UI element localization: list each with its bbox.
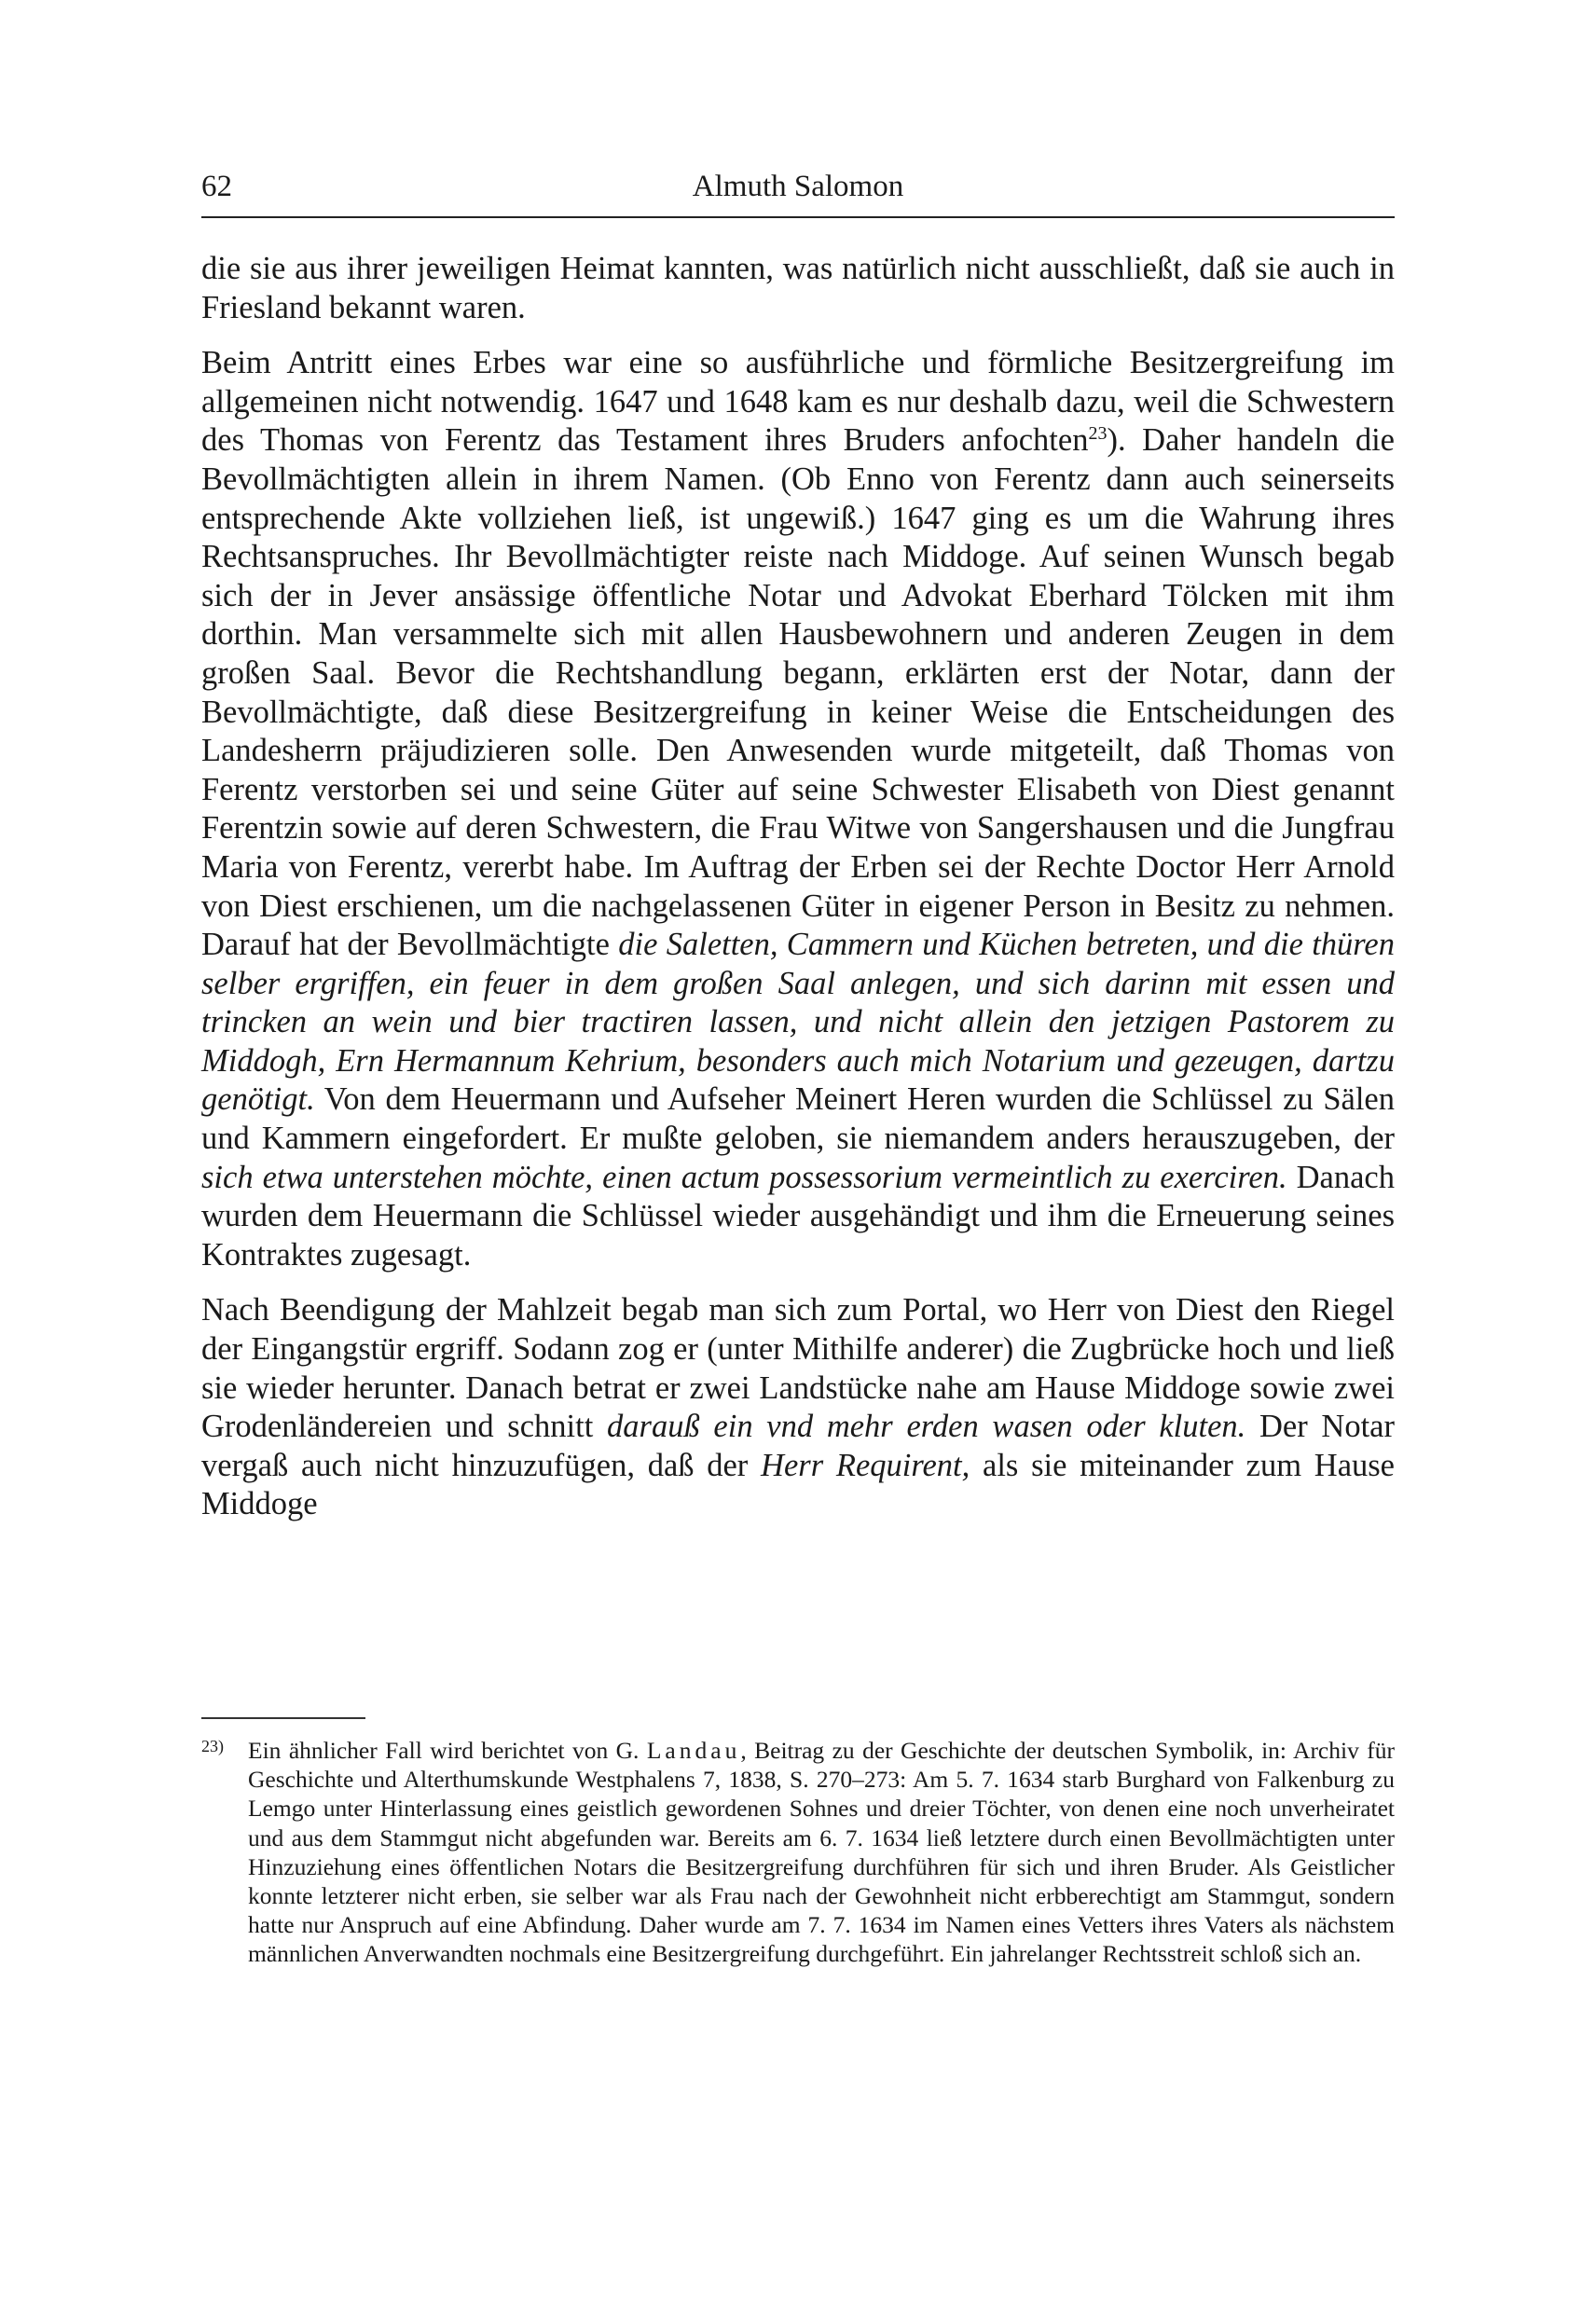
footnote-mark: 23) bbox=[201, 1737, 224, 1755]
footnote-reference: 23 bbox=[1088, 423, 1108, 445]
paragraph-3-text-c: als sie miteinander zum Hause Middoge bbox=[201, 1447, 1395, 1522]
paragraph-2-text-c: Von dem Heuermann und Aufseher Meinert Heren wurden die Schlüssel zu Sälen und Kammern eingefordert. Er mußte geloben, sie niemandem anders herauszugeben, der bbox=[201, 1081, 1395, 1157]
paragraph-3-text-b: Der Notar vergaß auch nicht hinzuzufügen, daß der bbox=[201, 1409, 1395, 1483]
footnote-cited-author: Landau bbox=[646, 1737, 741, 1764]
paragraph-2-quote-2: sich etwa unterstehen möchte, einen actum possessorium vermeintlich zu exerciren. bbox=[201, 1159, 1287, 1195]
paragraph-2 bbox=[201, 344, 1395, 1274]
footnote-23 bbox=[201, 1736, 1395, 1969]
header-rule bbox=[201, 216, 1395, 218]
paragraph-2-text-b: ). Daher handeln die Bevollmächtigten allein in ihrem Namen. (Ob Enno von Ferentz dann auch seinerseits entsprechende Akte vollziehen ließ, ist ungewiß.) 1647 ging es um die Wahrung ihres Rechtsanspruches. Ihr Bevollmächtigter reiste nach Middoge. Auf seinen Wunsch begab sich der in Jever ansässige öffentliche Notar und Advokat Eberhard Tölcken mit ihm dorthin. Man versammelte sich mit allen Hausbewohnern und anderen Zeugen in dem großen Saal. Bevor die Rechtshandlung begann, erklärten erst der Notar, dann der Bevollmächtigte, daß diese Besitzergreifung in keiner Weise die Entscheidungen des Landesherrn präjudizieren solle. Den Anwesenden wurde mitgeteilt, daß Thomas von Ferentz verstorben sei und seine Güter auf seine Schwester Elisabeth von Diest genannt Ferentzin sowie auf deren Schwestern, die Frau Witwe von Sangershausen und die Jungfrau Maria von Ferentz, vererbt habe. Im Auftrag der Erben sei der Rechte Doctor Herr Arnold von Diest erschienen, um die nachgelassenen Güter in eigener Person in Besitz zu nehmen. Darauf hat der Bevollmächtigte bbox=[201, 422, 1395, 963]
running-head bbox=[201, 164, 1395, 209]
paragraph-3-quote-2: Herr Requirent, bbox=[761, 1447, 970, 1483]
page-number: 62 bbox=[201, 170, 232, 203]
running-head-author: Almuth Salomon bbox=[692, 170, 904, 203]
paragraph-1 bbox=[201, 250, 1395, 327]
footnotes bbox=[201, 1736, 1395, 1969]
paragraph-2-quote-1: die Saletten, Cammern und Küchen betreten, und die thüren selber ergriffen, ein feuer in dem großen Saal anlegen, und sich darinn mit essen und trincken an wein und bier tractiren lassen, und nicht allein den jetzigen Pastorem zu Middogh, Ern Hermannum Kehrium, besonders auch mich Notarium und gezeugen, dartzu genötigt. bbox=[201, 927, 1395, 1118]
paragraph-3-text-a: Nach Beendigung der Mahlzeit begab man sich zum Portal, wo Herr von Diest den Riegel der Eingangstür ergriff. Sodann zog er (unter Mithilfe anderer) die Zugbrücke hoch und ließ sie wieder herunter. Danach betrat er zwei Landstücke nahe am Hause Middoge sowie zwei Grodenländereien und schnitt bbox=[201, 1292, 1395, 1445]
paragraph-2-text-a: Beim Antritt eines Erbes war eine so ausführliche und förmliche Besitzergreifung im allgemeinen nicht notwendig. 1647 und 1648 kam es nur deshalb dazu, weil die Schwestern des Thomas von Ferentz das Testament ihres Bruders anfochten bbox=[201, 345, 1395, 459]
paragraph-3-quote-1: darauß ein vnd mehr erden wasen oder kluten. bbox=[607, 1409, 1246, 1445]
main-text bbox=[201, 250, 1395, 1524]
paragraph-2-text-d: Danach wurden dem Heuermann die Schlüssel wieder ausgehändigt und ihm die Erneuerung seines Kontraktes zugesagt. bbox=[201, 1159, 1395, 1273]
footnote-rule bbox=[201, 1717, 365, 1719]
footnote-text-b: , Beitrag zu der Geschichte der deutschen Symbolik, in: Archiv für Geschichte und Alterthumskunde Westphalens 7, 1838, S. 270–273: Am 5. 7. 1634 starb Burghard von Falkenburg zu Lemgo unter Hinterlassung eines geistlich gewordenen Sohnes und dreier Töchter, von denen eine noch unverheiratet und aus dem Stammgut nicht abgefunden war. Bereits am 6. 7. 1634 ließ letztere durch einen Bevollmächtigten unter Hinzuziehung eines öffentlichen Notars die Besitzergreifung durchführen für sich und ihren Bruder. Als Geistlicher konnte letzterer nicht erben, sie selber war als Frau nach der Gewohnheit nicht erbberechtigt am Stammgut, sondern hatte nur Anspruch auf eine Abfindung. Daher wurde am 7. 7. 1634 im Namen eines Vetters ihres Vaters als nächstem männlichen Anverwandten nochmals eine Besitzergreifung durchgeführt. Ein jahrelanger Rechtsstreit schloß sich an. bbox=[248, 1737, 1395, 1968]
paragraph-3 bbox=[201, 1291, 1395, 1524]
footnote-text-a: Ein ähnlicher Fall wird berichtet von G. bbox=[248, 1737, 647, 1764]
paragraph-1-text: die sie aus ihrer jeweiligen Heimat kannten, was natürlich nicht ausschließt, daß sie auch in Friesland bekannt waren. bbox=[201, 251, 1395, 325]
book-page bbox=[201, 0, 1395, 2312]
